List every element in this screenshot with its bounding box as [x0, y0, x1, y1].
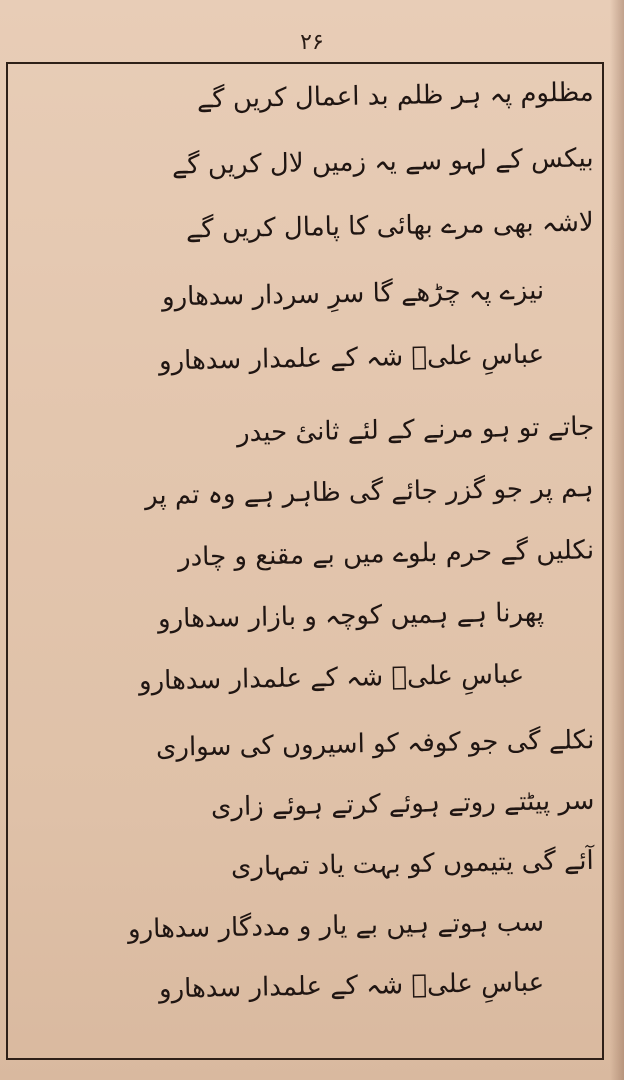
poem-refrain-line-5: عباسِ علیؑ شہ کے علمدار سدھارو: [158, 339, 545, 377]
poem-line-7: ہم پر جو گزر جائے گی ظاہر ہے وہ تم پر: [145, 473, 595, 511]
poem-line-12: سر پیٹتے روتے ہوئے کرتے ہوئے زاری: [210, 785, 595, 823]
poem-line-1: مظلوم پہ ہر ظلم بد اعمال کریں گے: [197, 77, 595, 115]
poem-line-2: بیکس کے لہو سے یہ زمیں لال کریں گے: [172, 143, 595, 181]
poem-line-8: نکلیں گے حرم بلوے میں بے مقنع و چادر: [177, 535, 595, 573]
poem-refrain-line-15: عباسِ علیؑ شہ کے علمدار سدھارو: [158, 967, 545, 1005]
poem-line-3: لاشہ بھی مرے بھائی کا پامال کریں گے: [186, 207, 595, 245]
poem-line-13: آئے گی یتیموں کو بہت یاد تمہاری: [231, 845, 595, 883]
poem-refrain-line-10: عباسِ علیؑ شہ کے علمدار سدھارو: [138, 659, 525, 697]
poem-line-6: جاتے تو ہو مرنے کے لئے ثانیٔ حیدر: [236, 411, 595, 449]
poem-refrain-line-14: سب ہوتے ہیں بے یار و مددگار سدھارو: [127, 907, 545, 945]
poem-line-11: نکلے گی جو کوفہ کو اسیروں کی سواری: [155, 725, 595, 763]
poem-refrain-line-4: نیزے پہ چڑھے گا سرِ سردار سدھارو: [161, 275, 545, 313]
poem-refrain-line-9: پھرنا ہے ہمیں کوچہ و بازار سدھارو: [157, 597, 545, 635]
page-edge-shadow: [610, 0, 624, 1080]
page-number: ۲۶: [300, 30, 324, 55]
